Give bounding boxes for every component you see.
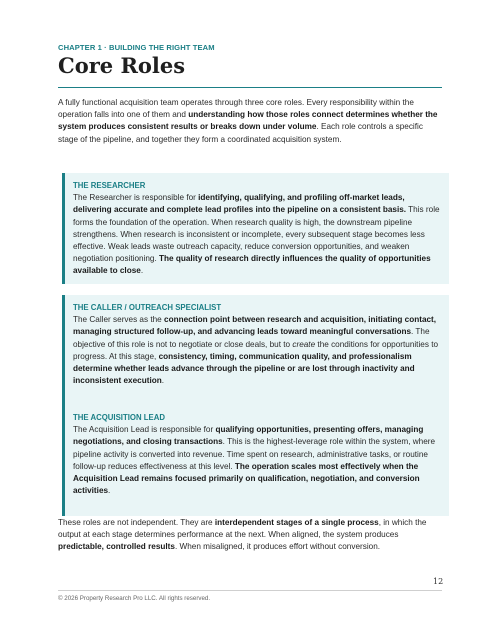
role-text: . <box>108 486 111 496</box>
chapter-label: CHAPTER 1 · BUILDING THE RIGHT TEAM <box>58 43 215 52</box>
footer-divider <box>58 590 442 591</box>
page-title: Core Roles <box>58 53 186 78</box>
role-bold: qualifying opportunities, presenting offers, managing negotiations, and closing transactions <box>73 425 424 447</box>
role-text: The Caller serves as the <box>73 315 165 325</box>
intro-text-2: . Each role controls a specific stage of the pipeline, and together they form a coordinated acquisition system. <box>58 122 423 144</box>
closing-paragraph <box>58 517 440 554</box>
title-divider <box>58 87 442 88</box>
role-bold: The operation scales most effectively when the Acquisition Lead remains focused primarily on qualification, negotiation, and conversion activities <box>73 461 420 496</box>
outro-bold: predictable, controlled results <box>58 542 175 552</box>
role-heading: THE RESEARCHER <box>73 181 146 190</box>
outro-text: These roles are not independent. They are <box>58 518 215 527</box>
role-box-researcher <box>62 173 449 284</box>
role-bold: identifying, qualifying, and profiling off-market leads, delivering accurate and complete lead profiles into the pipeline on a consistent basis. <box>73 193 407 215</box>
role-box-acquisition-lead <box>62 405 449 516</box>
role-box-caller <box>62 295 449 406</box>
role-description <box>73 192 441 277</box>
role-italic: create <box>292 339 316 349</box>
role-text: The Researcher is responsible for <box>73 193 199 203</box>
role-bold: consistency, timing, communication quality, and professionalism determine whether leads advance through the pipeline or are lost through inactivity and inconsistent execution <box>73 351 415 386</box>
role-heading: THE ACQUISITION LEAD <box>73 413 165 422</box>
role-description <box>73 314 441 387</box>
role-text: . <box>161 376 164 386</box>
role-text: . <box>140 266 144 276</box>
role-bold: connection point between research and acquisition, initiating contact, managing structured follow-up, and advancing leads toward meaningful conversations <box>73 315 437 337</box>
role-text: the conditions for opportunities to progress. At this stage, <box>73 339 439 361</box>
role-text: . This is the highest-leverage role within the system, where pipeline activity is converted into revenue. Time spent on research, administrative tasks, or routine follow-up reduces effectiveness at this level. <box>73 437 436 471</box>
role-description <box>73 424 441 497</box>
role-text: The Acquisition Lead is responsible for <box>73 425 216 435</box>
outro-text: . When misaligned, it produces effort without conversion. <box>174 542 381 552</box>
outro-bold: interdependent stages of a single process <box>214 518 379 527</box>
outro-text: , in which the output at each stage determines performance at the next. When aligned, the system produces <box>58 518 427 540</box>
role-bold: The quality of research directly influences the quality of opportunities available to close <box>73 254 431 276</box>
copyright-footer: © 2026 Property Research Pro LLC. All rights reserved. <box>58 595 211 602</box>
intro-text-1: A fully functional acquisition team operates through three core roles. Every responsibility within the operation falls into one of them and <box>58 98 414 120</box>
role-heading: THE CALLER / OUTREACH SPECIALIST <box>73 303 222 312</box>
intro-paragraph <box>58 97 440 146</box>
page-number: 12 <box>433 577 444 586</box>
role-text: . The objective of this role is not to negotiate or close deals, but to <box>73 327 430 349</box>
role-text: This role forms the foundation of the operation. When research quality is high, the downstream pipeline strengthens. When research is inconsistent or incomplete, every subsequent stage becomes less effective. Weak leads waste outreach capacity, reduce conversion opportunities, and weaken negotiation positioning. <box>73 205 440 264</box>
intro-bold-1: understanding how those roles connect determines whether the system produces consistent results or breaks down under volume <box>58 110 438 132</box>
